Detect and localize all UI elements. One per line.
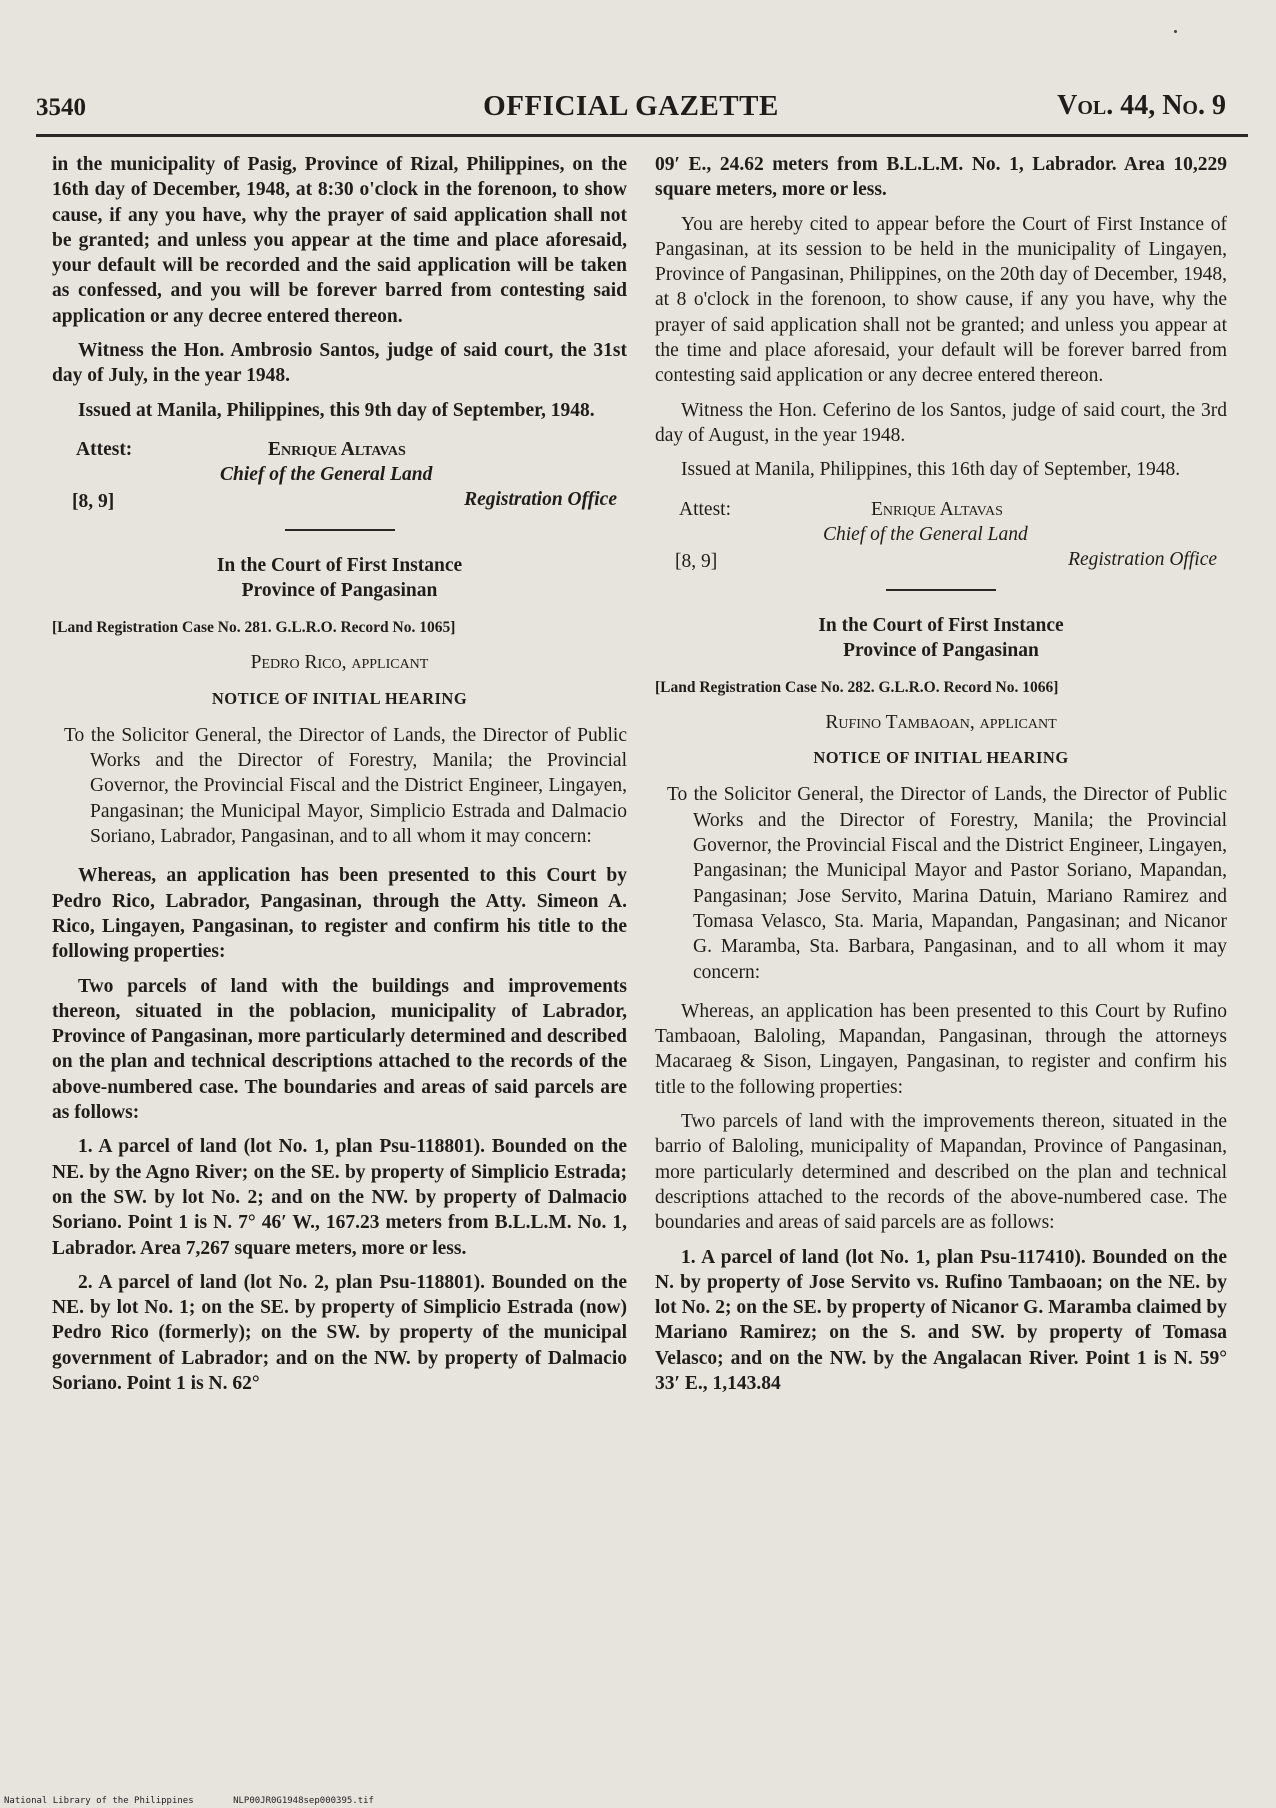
issue-numbers: [8, 9] [675,550,718,572]
attest-title-line1: Chief of the General Land [823,523,1028,545]
attestation-block [52,437,627,515]
attest-title-line2: Registration Office [1068,548,1217,570]
lot-description: 1. A parcel of land (lot No. 1, plan Psu-117410). Bounded on the N. by property of Jose Servito vs. Rufino Tambaoan; on the NE. by lot No. 2; on the SE. by property of Nicanor G. Maramba claimed by Mariano Ramirez; on the S. and SW. by property of Tomasa Velasco; and on the NW. by the Angalacan River. Point 1 is N. 59° 33′ E., 1,143.84 [655,1246,1227,1394]
paragraph: Two parcels of land with the buildings and improvements thereon, situated in the poblacion, municipality of Labrador, Province of Pangasinan, more particularly determined and described on the plan and technical descriptions attached to the records of the above-numbered case. The boundaries and areas of said parcels are as follows: [52,975,627,1124]
case-reference: [Land Registration Case No. 282. G.L.R.O. Record No. 1066] [655,678,1059,696]
scan-filename: NLP00JR0G1948sep000395.tif [233,1796,374,1806]
attestation-block [655,497,1227,575]
paragraph: You are hereby cited to appear before the Court of First Instance of Pangasinan, at its session to be held in the municipality of Lingayen, Province of Pangasinan, Philippines, on the 20th day of December, 1948, at 8 o'clock in the forenoon, to show cause, if any you have, why the prayer of said application shall not be granted; and unless you appear at the time and place aforesaid, your default will be forever barred from contesting said application or any decree entered thereon. [655,213,1227,387]
court-line1: In the Court of First Instance [216,554,463,576]
section-divider [285,529,395,531]
court-line1: In the Court of First Instance [818,614,1064,636]
lot-description: 2. A parcel of land (lot No. 2, plan Psu-118801). Bounded on the NE. by lot No. 1; on the SE. by property of Simplicio Estrada (now) Pedro Rico (formerly); on the SW. by property of the municipal government of Labrador; and on the NW. by property of Dalmacio Soriano. Point 1 is N. 62° [52,1271,627,1394]
page-header [36,88,1226,128]
court-heading [655,613,1227,663]
paragraph: Whereas, an application has been presented to this Court by Pedro Rico, Labrador, Pangasinan, through the Atty. Simeon A. Rico, Lingayen, Pangasinan, to register and confirm his title to the following properties: [52,865,627,963]
paragraph: Issued at Manila, Philippines, this 16th day of September, 1948. [681,459,1181,481]
scan-footer [4,1796,408,1806]
right-column [655,152,1227,1772]
header-rule [36,134,1248,137]
publication-title: OFFICIAL GAZETTE [483,90,779,122]
left-column [52,152,627,1772]
paragraph: Witness the Hon. Ambrosio Santos, judge of said court, the 31st day of July, in the year 1948. [52,340,627,387]
notice-heading: NOTICE OF INITIAL HEARING [211,688,468,708]
court-heading [52,553,627,603]
notice-heading: NOTICE OF INITIAL HEARING [813,748,1069,768]
attest-title-line2: Registration Office [464,488,617,510]
paragraph: in the municipality of Pasig, Province of Rizal, Philippines, on the 16th day of December, 1948, at 8:30 o'clock in the forenoon, to show cause, if any you have, why the prayer of said application shall not be granted; and unless you appear at the time and place aforesaid, your default will be recorded and the said application will be taken as confessed, and you will be forever barred from contesting said application or any decree entered thereon. [52,154,627,327]
library-credit: National Library of the Philippines [4,1796,194,1806]
applicant-name: Pedro Rico, applicant [250,652,429,674]
lot-description: 1. A parcel of land (lot No. 1, plan Psu-118801). Bounded on the NE. by the Agno River; on the SE. by property of Simplicio Estrada; on the SW. by lot No. 2; and on the NW. by property of Dalmacio Soriano. Point 1 is N. 7° 46′ W., 167.23 meters from B.L.L.M. No. 1, Labrador. Area 7,267 square meters, more or less. [52,1136,627,1259]
paragraph: Issued at Manila, Philippines, this 9th day of September, 1948. [78,399,595,421]
paragraph: Whereas, an application has been presented to this Court by Rufino Tambaoan, Baloling, Mapandan, Pangasinan, through the attorneys Macaraeg & Sison, Lingayen, Pangasinan, to register and confirm his title to the following properties: [655,1000,1227,1098]
paragraph: 09′ E., 24.62 meters from B.L.L.M. No. 1, Labrador. Area 10,229 square meters, more or less. [655,154,1227,201]
volume-number: Vol. 44, No. 9 [1057,90,1226,121]
applicant-name: Rufino Tambaoan, applicant [825,711,1057,733]
paragraph: Witness the Hon. Ceferino de los Santos, judge of said court, the 3rd day of August, in the year 1948. [655,399,1227,446]
addressees: To the Solicitor General, the Director of Lands, the Director of Public Works and the Director of Forestry, Manila; the Provincial Governor, the Provincial Fiscal and the District Engineer, Lingayen, Pangasinan; the Municipal Mayor and Pastor Soriano, Mapandan, Pangasinan; Jose Servito, Marina Datuin, Mariano Ramirez and Tomasa Velasco, Sta. Maria, Mapandan, Pangasinan; and Nicanor G. Maramba, Sta. Barbara, Pangasinan, and to all whom it may concern: [667,784,1227,983]
section-divider [886,589,996,591]
addressees: To the Solicitor General, the Director of Lands, the Director of Public Works and the Director of Forestry, Manila; the Provincial Governor, the Provincial Fiscal and the District Engineer, Lingayen, Pangasinan; the Municipal Mayor, Simplicio Estrada and Dalmacio Soriano, Labrador, Pangasinan, and to all whom it may concern: [64,724,627,848]
case-reference: [Land Registration Case No. 281. G.L.R.O. Record No. 1065] [52,618,456,636]
attest-name: Enrique Altavas [871,498,1003,520]
attest-title-line1: Chief of the General Land [220,463,433,485]
attest-label: Attest: [679,498,731,520]
attest-label: Attest: [76,438,133,460]
court-line2: Province of Pangasinan [843,639,1039,661]
issue-numbers: [8, 9] [72,490,115,512]
page-number: 3540 [36,94,86,121]
attest-name: Enrique Altavas [268,438,406,460]
paragraph: Two parcels of land with the improvements thereon, situated in the barrio of Baloling, municipality of Mapandan, Province of Pangasinan, more particularly determined and described on the plan and technical descriptions attached to the records of the above-numbered case. The boundaries and areas of said parcels are as follows: [655,1111,1227,1234]
scan-speck [1174,30,1177,33]
court-line2: Province of Pangasinan [241,579,438,601]
